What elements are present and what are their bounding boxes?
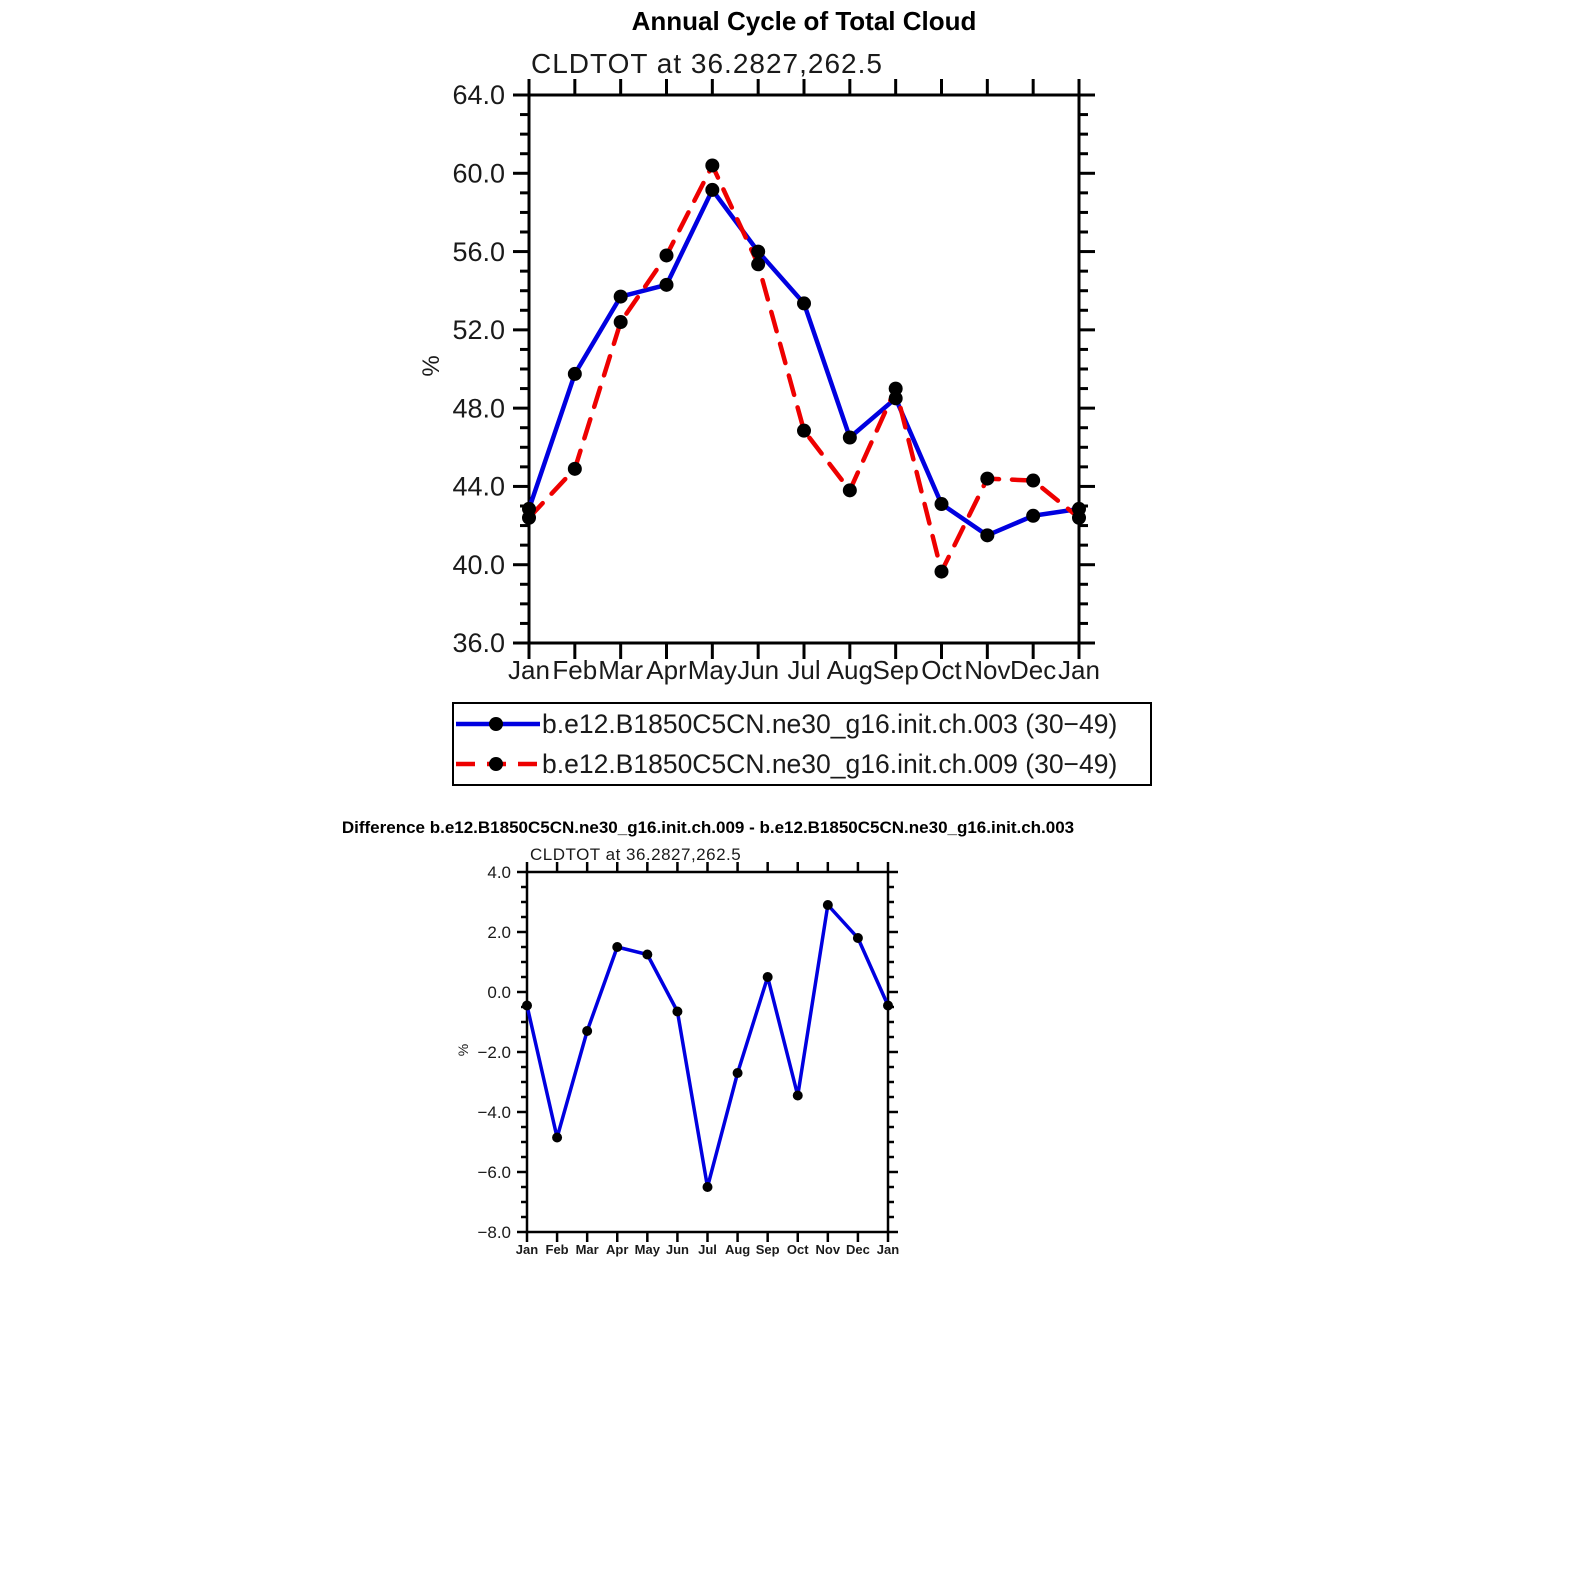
main-chart-title: Annual Cycle of Total Cloud (631, 6, 977, 36)
y-tick-label: −4.0 (477, 1102, 511, 1122)
y-tick-label: 0.0 (487, 982, 511, 1002)
main-chart (452, 79, 1100, 685)
data-point-marker (614, 315, 628, 329)
y-tick-label: 52.0 (452, 315, 505, 346)
difference-chart-y-axis-label: % (455, 1043, 471, 1057)
legend-item-ch009 (454, 744, 1150, 784)
data-point-marker (522, 1001, 532, 1011)
x-tick-label: Jul (698, 1242, 717, 1257)
series-line (529, 165, 1079, 571)
x-tick-label: May (687, 655, 737, 685)
data-point-marker (751, 245, 765, 259)
y-tick-label: −6.0 (477, 1162, 511, 1182)
series-line (529, 190, 1079, 535)
data-point-marker (843, 483, 857, 497)
x-tick-label: Mar (598, 655, 644, 685)
x-tick-label: Nov (964, 655, 1011, 685)
y-tick-label: 48.0 (452, 393, 505, 424)
data-point-marker (705, 158, 719, 172)
data-point-marker (703, 1182, 713, 1192)
data-point-marker (582, 1026, 592, 1036)
legend-line-dashed-red-icon (454, 754, 542, 774)
data-point-marker (751, 257, 765, 271)
x-tick-label: Feb (552, 655, 598, 685)
x-tick-label: Apr (606, 1242, 629, 1257)
x-tick-label: Mar (575, 1242, 599, 1257)
x-tick-label: Aug (724, 1242, 751, 1257)
legend-label-ch009: b.e12.B1850C5CN.ne30_g16.init.ch.009 (30−49) (542, 748, 1118, 779)
data-point-marker (980, 472, 994, 486)
data-point-marker (763, 972, 773, 982)
data-point-marker (1026, 509, 1040, 523)
data-point-marker (797, 424, 811, 438)
y-tick-label: 4.0 (487, 862, 511, 882)
data-point-marker (935, 497, 949, 511)
x-tick-label: Dec (845, 1242, 870, 1257)
x-tick-label: Jan (508, 655, 550, 685)
data-point-marker (889, 382, 903, 396)
y-tick-label: 2.0 (487, 922, 511, 942)
data-point-marker (660, 278, 674, 292)
y-tick-label: −2.0 (477, 1042, 511, 1062)
x-tick-label: Sep (755, 1242, 780, 1257)
y-tick-label: 56.0 (452, 236, 505, 267)
x-tick-label: Jun (737, 655, 780, 685)
plot-frame (529, 95, 1079, 643)
x-tick-label: Sep (872, 655, 919, 685)
difference-chart (477, 862, 899, 1257)
y-tick-label: 60.0 (452, 158, 505, 189)
data-point-marker (853, 933, 863, 943)
y-tick-label: 64.0 (452, 80, 505, 111)
y-tick-label: 36.0 (452, 628, 505, 659)
main-chart-subtitle: CLDTOT at 36.2827,262.5 (531, 48, 883, 79)
x-tick-label: Jun (665, 1242, 689, 1257)
legend-line-solid-blue-icon (454, 714, 542, 734)
data-point-marker (672, 1007, 682, 1017)
data-point-marker (660, 248, 674, 262)
difference-chart-title: Difference b.e12.B1850C5CN.ne30_g16.init.ch.009 - b.e12.B1850C5CN.ne30_g16.init.ch.003 (341, 818, 1075, 837)
x-tick-label: Feb (545, 1242, 569, 1257)
series-line (527, 905, 888, 1187)
x-tick-label: Jul (787, 655, 821, 685)
data-point-marker (980, 528, 994, 542)
x-tick-label: Dec (1010, 655, 1057, 685)
data-point-marker (935, 565, 949, 579)
data-point-marker (612, 942, 622, 952)
data-point-marker (642, 950, 652, 960)
data-point-marker (568, 367, 582, 381)
data-point-marker (797, 296, 811, 310)
y-tick-label: 40.0 (452, 549, 505, 580)
data-point-marker (568, 462, 582, 476)
x-tick-label: Jan (515, 1242, 539, 1257)
x-tick-label: Oct (786, 1242, 809, 1257)
y-tick-label: −8.0 (477, 1222, 511, 1242)
data-point-marker (1026, 474, 1040, 488)
x-tick-label: Aug (826, 655, 873, 685)
data-point-marker (1072, 511, 1086, 525)
x-tick-label: Apr (646, 655, 687, 685)
y-tick-label: 44.0 (452, 471, 505, 502)
data-point-marker (823, 900, 833, 910)
data-point-marker (705, 183, 719, 197)
data-point-marker (614, 290, 628, 304)
data-point-marker (733, 1068, 743, 1078)
data-point-marker (843, 431, 857, 445)
x-tick-label: Nov (815, 1242, 841, 1257)
data-point-marker (522, 511, 536, 525)
legend-item-ch003 (454, 704, 1150, 744)
x-tick-label: May (634, 1242, 660, 1257)
main-chart-y-axis-label: % (418, 355, 445, 377)
data-point-marker (793, 1091, 803, 1101)
legend-label-ch003: b.e12.B1850C5CN.ne30_g16.init.ch.003 (30−49) (542, 708, 1118, 739)
difference-chart-subtitle: CLDTOT at 36.2827,262.5 (530, 845, 742, 864)
x-tick-label: Jan (876, 1242, 900, 1257)
data-point-marker (883, 1001, 893, 1011)
data-point-marker (552, 1133, 562, 1143)
x-tick-label: Jan (1058, 655, 1100, 685)
x-tick-label: Oct (921, 655, 962, 685)
legend (452, 702, 1152, 786)
